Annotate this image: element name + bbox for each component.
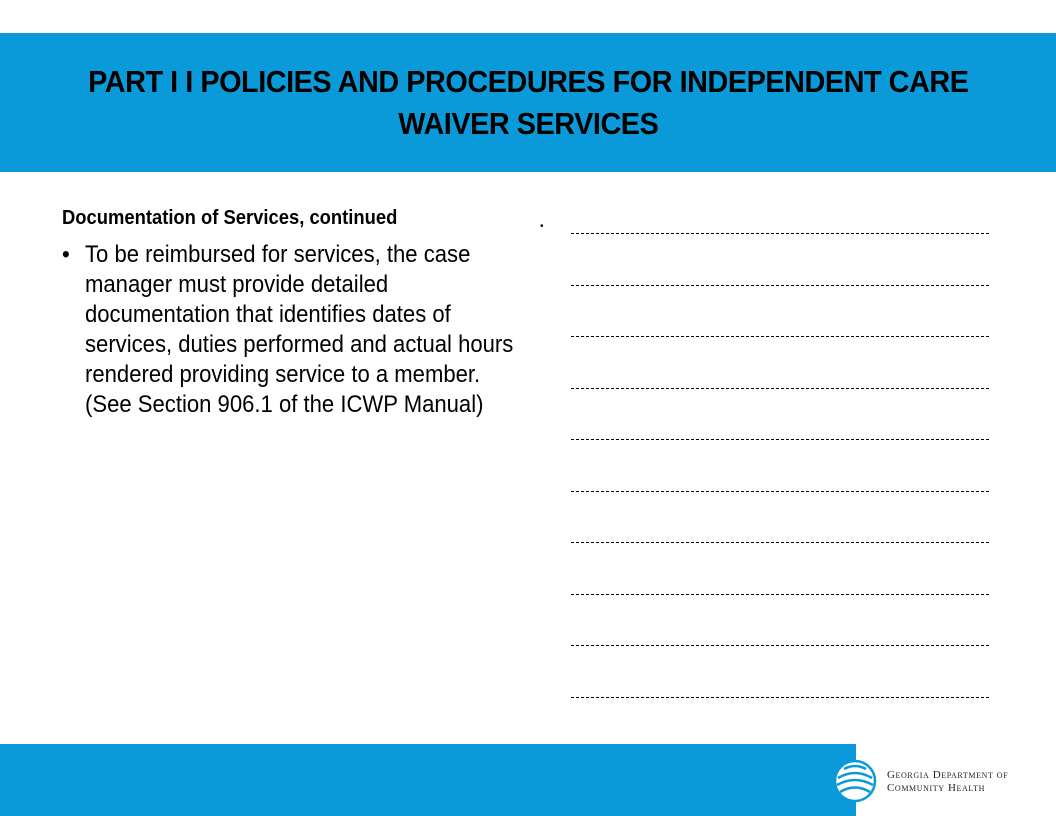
note-line xyxy=(571,542,989,543)
logo-line-1: Georgia Department of xyxy=(887,769,1009,781)
note-line xyxy=(571,491,989,492)
note-line xyxy=(571,594,989,595)
note-line xyxy=(571,697,989,698)
dch-logo xyxy=(832,758,1042,804)
note-line xyxy=(571,388,989,389)
bullet-dot: • xyxy=(62,241,70,268)
bullet-list xyxy=(62,240,532,420)
bullet-item xyxy=(62,240,517,420)
dch-globe-icon xyxy=(832,758,880,804)
note-line xyxy=(571,285,989,286)
header-band xyxy=(0,33,1056,172)
note-line xyxy=(571,439,989,440)
section-heading: Documentation of Services, continued xyxy=(62,207,398,229)
notes-bullet: • xyxy=(540,221,544,232)
note-line xyxy=(571,233,989,234)
footer-band xyxy=(0,744,856,816)
note-line xyxy=(571,645,989,646)
logo-text xyxy=(887,769,1008,795)
slide-title: PART I I POLICIES AND PROCEDURES FOR INDEPENDENT CARE WAIVER SERVICES xyxy=(87,63,969,141)
bullet-text: To be reimbursed for services, the case manager must provide detailed documentation that identifies dates of services, duties performed and actual hours rendered providing service to a member. (See Section 906.1 of the ICWP Manual) xyxy=(85,241,514,418)
content-column xyxy=(62,205,532,420)
logo-line-2: Community Health xyxy=(887,782,985,794)
note-line xyxy=(571,336,989,337)
